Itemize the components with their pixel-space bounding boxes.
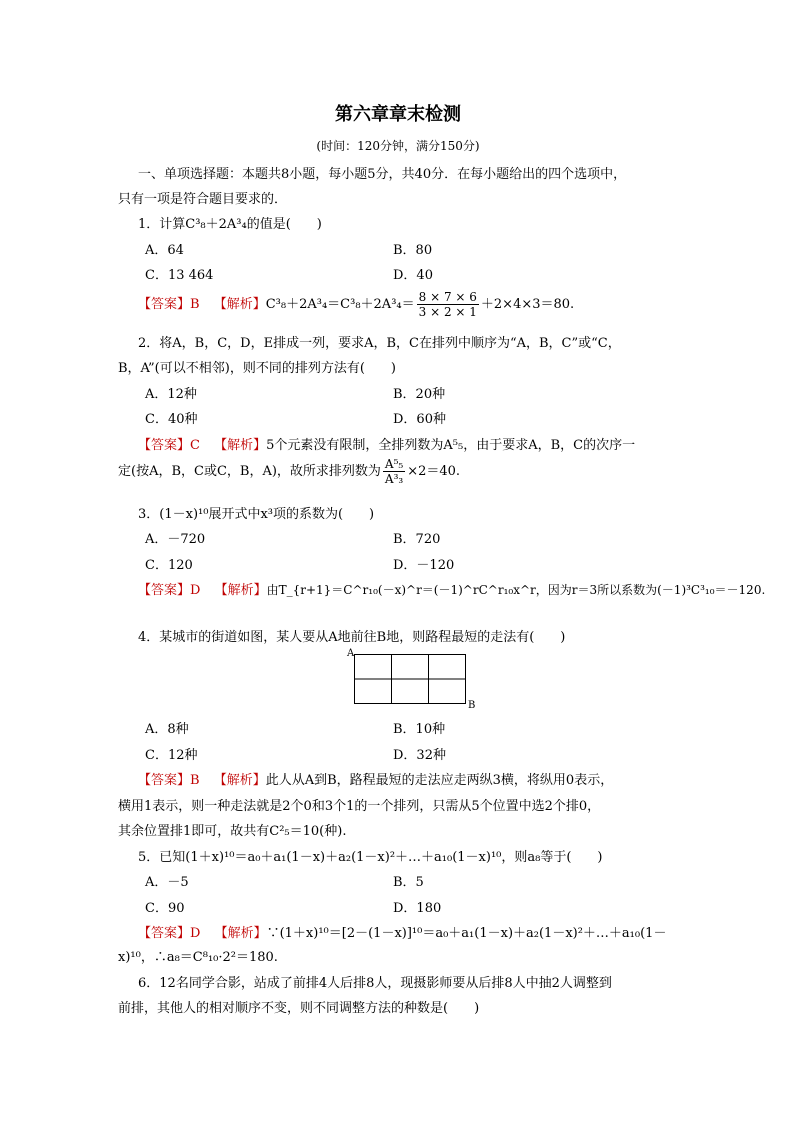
q1-fraction-denominator: 3 × 2 × 1: [418, 305, 477, 319]
q5-explanation-line-2: x)¹⁰，∴a₈＝C⁸₁₀·2²＝180.: [118, 950, 278, 965]
q4-answer-line: [138, 769, 613, 788]
q3-option-c: C．120: [145, 558, 193, 573]
q1-fraction-numerator: 8 × 7 × 6: [418, 290, 477, 304]
q5-option-a: A．－5: [145, 875, 189, 890]
q1-answer-line: [138, 290, 574, 319]
q4-answer-label: 【答案】B: [138, 773, 200, 788]
section-heading-line-2: 只有一项是符合题目要求的．: [118, 192, 288, 207]
q2-answer-line: [138, 434, 635, 453]
q4-option-d: D．32种: [393, 748, 446, 763]
q5-option-b: B．5: [393, 875, 424, 890]
q1-explanation-pre: C³₈＋2A³₄＝C³₈＋2A³₄＝: [265, 297, 415, 312]
q1-fraction: [417, 290, 479, 319]
q2-fraction-denominator: A³₃: [384, 472, 404, 486]
q4-explanation-line-3: 其余位置排1即可，故共有C²₅＝10(种).: [118, 824, 347, 839]
q3-option-b: B．720: [393, 532, 441, 547]
page-title: 第六章章末检测: [335, 104, 461, 125]
q1-answer-label: 【答案】B: [138, 297, 200, 312]
street-grid-diagram: [354, 654, 466, 704]
q3-answer-label: 【答案】D: [138, 583, 201, 598]
q5-option-d: D．180: [393, 901, 442, 916]
q3-option-d: D．－120: [393, 558, 455, 573]
q3-explanation-label: 【解析】: [214, 583, 267, 598]
q4-option-c: C．12种: [145, 748, 198, 763]
q3-answer-line: [138, 579, 765, 598]
q1-explanation-post: ＋2×4×3＝80.: [480, 297, 575, 312]
q4-option-b: B．10种: [393, 722, 446, 737]
q2-fraction-numerator: A⁵₅: [384, 457, 404, 471]
q4-option-a: A．8种: [145, 722, 189, 737]
question-2-stem-line-2: B，A”(可以不相邻)，则不同的排列方法有( ): [118, 361, 396, 376]
q5-explanation-label: 【解析】: [214, 926, 267, 941]
q2-option-a: A．12种: [145, 387, 197, 402]
q4-explanation-line-1: 此人从A到B，路程最短的走法应走两纵3横，将纵用0表示，: [265, 773, 614, 788]
question-5-stem: 5．已知(1＋x)¹⁰＝a₀＋a₁(1－x)＋a₂(1－x)²＋…＋a₁₀(1－x)¹⁰，则a₈等于( ): [138, 850, 603, 865]
q2-option-b: B．20种: [393, 387, 446, 402]
q5-answer-line: [138, 922, 666, 941]
q2-explanation-pre: 定(按A，B，C或C，B，A)，故所求排列数为: [118, 464, 381, 479]
q5-option-c: C．90: [145, 901, 185, 916]
question-1-stem: 1．计算C³₈＋2A³₄的值是( ): [138, 217, 322, 232]
q1-option-c: C．13 464: [145, 268, 214, 283]
q5-explanation-line-1: ∵(1＋x)¹⁰＝[2－(1－x)]¹⁰＝a₀＋a₁(1－x)＋a₂(1－x)²＋…＋a₁₀(1－: [266, 926, 667, 941]
q2-explanation-post: ×2＝40.: [407, 464, 461, 479]
q2-answer-label: 【答案】C: [138, 438, 200, 453]
q2-explanation-line-2: [118, 457, 460, 486]
question-6-stem-line-2: 前排，其他人的相对顺序不变，则不同调整方法的种数是( ): [118, 1001, 480, 1016]
question-4-stem: 4．某城市的街道如图，某人要从A地前往B地，则路程最短的走法有( ): [138, 630, 566, 645]
q2-explanation-label: 【解析】: [214, 438, 267, 453]
q1-option-a: A．64: [145, 243, 184, 258]
q4-explanation-line-2: 横用1表示，则一种走法就是2个0和3个1的一个排列，只需从5个位置中选2个排0，: [118, 799, 601, 814]
q2-fraction: [383, 457, 405, 486]
q1-explanation-label: 【解析】: [213, 297, 266, 312]
question-3-stem: 3．(1－x)¹⁰展开式中x³项的系数为( ): [138, 507, 375, 522]
grid-label-b: B: [468, 700, 476, 711]
q4-explanation-label: 【解析】: [213, 773, 266, 788]
q2-explanation-line-1: 5个元素没有限制，全排列数为A⁵₅，由于要求A，B，C的次序一: [266, 438, 636, 453]
q2-option-c: C．40种: [145, 412, 198, 427]
q5-answer-label: 【答案】D: [138, 926, 201, 941]
page-subtitle: (时间：120分钟，满分150分): [316, 139, 480, 153]
street-grid-svg: [354, 654, 466, 704]
grid-label-a: A: [347, 648, 355, 659]
section-heading-line-1: 一、单项选择题：本题共8小题，每小题5分，共40分．在每小题给出的四个选项中，: [138, 167, 627, 182]
q3-option-a: A．－720: [145, 532, 206, 547]
question-6-stem-line-1: 6．12名同学合影，站成了前排4人后排8人，现摄影师要从后排8人中抽2人调整到: [138, 976, 612, 991]
q1-option-b: B．80: [393, 243, 433, 258]
q3-explanation: 由T_{r+1}＝C^r₁₀(－x)^r＝(－1)^rC^r₁₀x^r，因为r＝3所以系数为(－1)³C³₁₀＝－120.: [266, 583, 766, 597]
question-2-stem-line-1: 2．将A，B，C，D，E排成一列，要求A，B，C在排列中顺序为“A，B，C”或“C，: [138, 336, 621, 351]
q1-option-d: D．40: [393, 268, 433, 283]
q2-option-d: D．60种: [393, 412, 446, 427]
